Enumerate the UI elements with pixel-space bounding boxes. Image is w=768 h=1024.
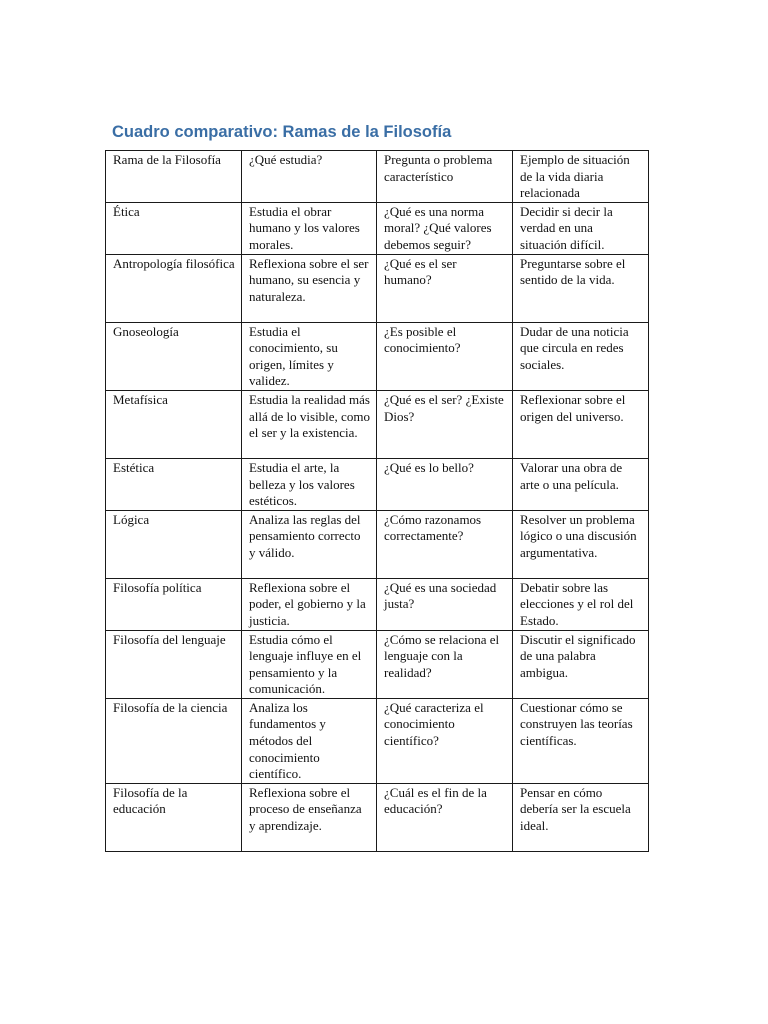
branch-cell: Filosofía política [106, 578, 242, 630]
table-row [106, 390, 649, 458]
example-cell: Preguntarse sobre el sentido de la vida. [513, 254, 649, 322]
question-cell: ¿Es posible el conocimiento? [377, 322, 513, 390]
branch-cell: Ética [106, 202, 242, 254]
question-cell: ¿Qué es lo bello? [377, 458, 513, 510]
example-cell: Decidir si decir la verdad en una situación difícil. [513, 202, 649, 254]
table-row [106, 458, 649, 510]
branch-cell: Antropología filosófica [106, 254, 242, 322]
header-cell-studies: ¿Qué estudia? [242, 151, 377, 203]
header-cell-example: Ejemplo de situación de la vida diaria relacionada [513, 151, 649, 203]
table-row [106, 578, 649, 630]
table-row [106, 698, 649, 783]
branch-cell: Filosofía de la ciencia [106, 698, 242, 783]
studies-cell: Estudia el conocimiento, su origen, límites y validez. [242, 322, 377, 390]
studies-cell: Analiza las reglas del pensamiento correcto y válido. [242, 510, 377, 578]
branch-cell: Metafísica [106, 390, 242, 458]
branch-cell: Filosofía del lenguaje [106, 630, 242, 698]
studies-cell: Reflexiona sobre el ser humano, su esencia y naturaleza. [242, 254, 377, 322]
example-cell: Debatir sobre las elecciones y el rol del Estado. [513, 578, 649, 630]
table-row [106, 202, 649, 254]
example-cell: Resolver un problema lógico o una discusión argumentativa. [513, 510, 649, 578]
branch-cell: Filosofía de la educación [106, 783, 242, 851]
branch-cell: Gnoseología [106, 322, 242, 390]
example-cell: Pensar en cómo debería ser la escuela ideal. [513, 783, 649, 851]
question-cell: ¿Qué es el ser? ¿Existe Dios? [377, 390, 513, 458]
studies-cell: Estudia la realidad más allá de lo visible, como el ser y la existencia. [242, 390, 377, 458]
question-cell: ¿Cuál es el fin de la educación? [377, 783, 513, 851]
example-cell: Discutir el significado de una palabra ambigua. [513, 630, 649, 698]
example-cell: Cuestionar cómo se construyen las teorías científicas. [513, 698, 649, 783]
header-cell-branch: Rama de la Filosofía [106, 151, 242, 203]
table-row [106, 510, 649, 578]
header-cell-question: Pregunta o problema característico [377, 151, 513, 203]
question-cell: ¿Qué es una sociedad justa? [377, 578, 513, 630]
question-cell: ¿Qué caracteriza el conocimiento científico? [377, 698, 513, 783]
question-cell: ¿Cómo se relaciona el lenguaje con la realidad? [377, 630, 513, 698]
example-cell: Reflexionar sobre el origen del universo. [513, 390, 649, 458]
studies-cell: Analiza los fundamentos y métodos del conocimiento científico. [242, 698, 377, 783]
document-title: Cuadro comparativo: Ramas de la Filosofía [112, 123, 452, 141]
branch-cell: Estética [106, 458, 242, 510]
table-row [106, 254, 649, 322]
example-cell: Valorar una obra de arte o una película. [513, 458, 649, 510]
table-row [106, 783, 649, 851]
question-cell: ¿Cómo razonamos correctamente? [377, 510, 513, 578]
studies-cell: Estudia cómo el lenguaje influye en el pensamiento y la comunicación. [242, 630, 377, 698]
studies-cell: Estudia el obrar humano y los valores morales. [242, 202, 377, 254]
branch-cell: Lógica [106, 510, 242, 578]
question-cell: ¿Qué es el ser humano? [377, 254, 513, 322]
comparison-table [105, 150, 649, 852]
studies-cell: Estudia el arte, la belleza y los valores estéticos. [242, 458, 377, 510]
example-cell: Dudar de una noticia que circula en redes sociales. [513, 322, 649, 390]
studies-cell: Reflexiona sobre el poder, el gobierno y la justicia. [242, 578, 377, 630]
table-row [106, 322, 649, 390]
table-row [106, 630, 649, 698]
table-header-row [106, 151, 649, 203]
question-cell: ¿Qué es una norma moral? ¿Qué valores debemos seguir? [377, 202, 513, 254]
studies-cell: Reflexiona sobre el proceso de enseñanza y aprendizaje. [242, 783, 377, 851]
